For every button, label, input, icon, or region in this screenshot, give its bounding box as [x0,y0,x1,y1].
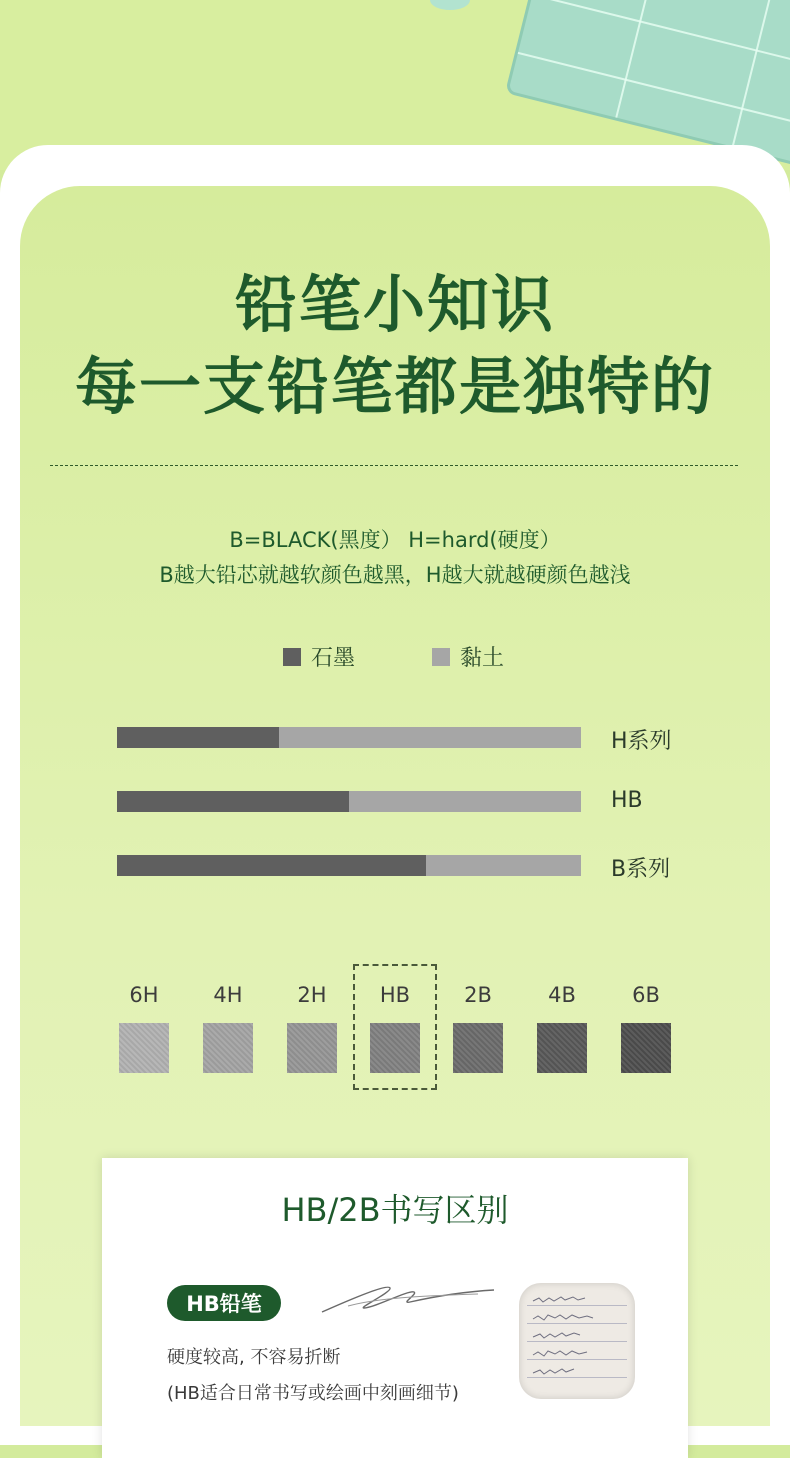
bar-h-series [117,727,581,748]
bar-label-hb: HB [611,788,643,813]
grade-swatch-4h [203,1023,253,1073]
grade-swatch-hb [370,1023,420,1073]
grade-swatch-4b [537,1023,587,1073]
grade-swatch-2b [453,1023,503,1073]
legend-clay-label: 黏土 [460,646,505,671]
grade-swatch-6h [119,1023,169,1073]
grade-swatch-6b [621,1023,671,1073]
bar-label-h-series: H系列 [611,729,672,754]
grade-label-4h: 4H [213,983,243,1007]
hb-usage-text: (HB适合日常书写或绘画中刻画细节) [167,1383,459,1404]
bar-hb-graphite [117,791,349,812]
dashed-divider [50,465,738,466]
grade-swatch-2h [287,1023,337,1073]
grade-label-2b: 2B [464,983,492,1007]
handwriting-sample-image [519,1283,635,1399]
page-subtitle: 每一支铅笔都是独特的 [74,350,715,423]
pencil-stroke-icon [318,1278,498,1318]
grade-label-6h: 6H [129,983,159,1007]
description-line-2: B越大铅芯就越软颜色越黑，H越大就越硬颜色越浅 [159,563,631,587]
bar-b-series [117,855,581,876]
legend-graphite [283,641,355,672]
grade-label-6b: 6B [632,983,660,1007]
hb-hardness-text: 硬度较高, 不容易折断 [167,1347,341,1368]
bar-label-b-series: B系列 [611,857,671,882]
hb-pencil-badge: HB铅笔 [167,1285,281,1321]
bar-hb [117,791,581,812]
legend-graphite-swatch [283,648,301,666]
grade-label-2h: 2H [297,983,327,1007]
card-title: HB/2B书写区别 [281,1191,509,1229]
bar-h-series-graphite [117,727,279,748]
decor-blob [430,0,470,10]
bar-b-series-graphite [117,855,426,876]
grade-label-hb: HB [379,983,411,1007]
description-line-1: B=BLACK(黑度） H=hard(硬度） [229,528,561,552]
legend-graphite-label: 石墨 [311,646,356,671]
grade-label-4b: 4B [548,983,576,1007]
handwriting-scribble [519,1283,635,1399]
page-title: 铅笔小知识 [234,268,555,341]
legend-clay [432,641,504,672]
legend-clay-swatch [432,648,450,666]
